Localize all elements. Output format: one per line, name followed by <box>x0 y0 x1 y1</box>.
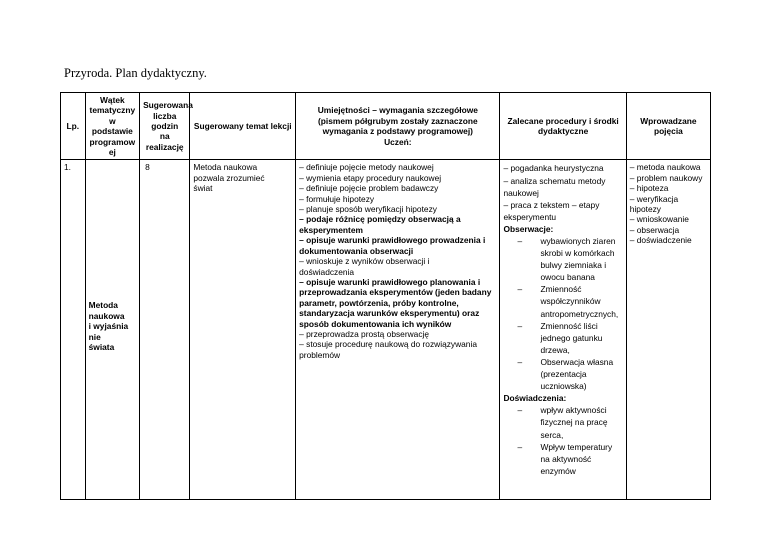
umiejetnosc-line: – opisuje warunki prawidłowego planowania i <box>299 276 481 287</box>
cell-lp: 1. <box>61 160 86 500</box>
obserwacja-item <box>503 271 622 283</box>
header-umiejetnosci <box>296 93 500 160</box>
list-item-text: (prezentacja <box>540 369 587 380</box>
watek-line: świata <box>88 342 115 353</box>
header-godziny <box>140 93 193 160</box>
umiejetnosc-line: doświadczenia <box>299 266 355 277</box>
header-pojecia-line: Wprowadzane <box>640 115 697 126</box>
header-watek-line: ej <box>108 147 116 158</box>
obserwacja-item <box>503 320 622 332</box>
list-item-text: współczynników <box>540 296 601 307</box>
umiejetnosc-line: – wymienia etapy procedury naukowej <box>299 172 442 183</box>
header-pojecia-line: pojęcia <box>653 126 683 137</box>
pojecie-item: – obserwacja <box>629 224 680 235</box>
header-watek-line: tematyczny <box>89 105 136 116</box>
header-pojecia <box>626 93 710 160</box>
list-item-text: Wpływ temperatury <box>540 441 613 452</box>
umiejetnosc-line: parametr, powtórzenia, próby kontrolne, <box>299 297 459 308</box>
procedura-line: naukowej <box>503 187 539 198</box>
obserwacja-item <box>503 247 622 259</box>
document-title: Przyroda. Plan dydaktyczny. <box>64 66 207 80</box>
list-item-text: antropometrycznych, <box>540 308 619 319</box>
umiejetnosc-line: eksperymentem <box>299 224 363 235</box>
header-godziny-line: na realizację <box>145 131 184 152</box>
list-item-text: owocu banana <box>540 272 595 283</box>
list-item-text: wybawionych ziaren <box>540 236 616 246</box>
umiejetnosc-line: – definiuje pojęcie problem badawczy <box>299 183 439 194</box>
header-watek-line: Wątek <box>100 95 125 105</box>
list-item-text: uczniowska) <box>540 381 587 392</box>
umiejetnosc-line: – definiuje pojęcie metody naukowej <box>299 162 434 173</box>
cell-umiejetnosci <box>296 160 500 500</box>
header-godziny-line: Sugerowana <box>143 100 193 111</box>
header-umiejetnosci-line: Uczeń: <box>384 136 412 147</box>
header-godziny-line: liczba godzin <box>151 110 179 132</box>
table-row <box>61 160 711 500</box>
header-umiejetnosci-line: (pismem półgrubym zostały zaznaczone <box>318 115 478 126</box>
doswiadczenie-item <box>503 453 622 465</box>
pojecie-item: – problem naukowy <box>629 172 703 183</box>
header-watek <box>85 93 139 160</box>
list-item-text: skrobi w komórkach <box>540 248 615 259</box>
doswiadczenie-item <box>503 441 622 453</box>
umiejetnosc-line: dokumentowania obserwacji <box>299 245 414 256</box>
pojecie-item: – weryfikacja <box>629 193 679 204</box>
umiejetnosc-line: sposób dokumentowania ich wyników <box>299 318 452 329</box>
header-procedury <box>500 93 626 160</box>
procedura-line: – pogadanka heurystyczna <box>503 163 604 174</box>
umiejetnosc-line: przeprowadzania eksperymentów (jeden badany <box>299 287 492 298</box>
list-item-text: drzewa, <box>540 344 570 355</box>
list-item-text: serca, <box>540 429 564 440</box>
list-dash: – <box>517 284 523 295</box>
watek-line: Metoda <box>88 300 118 311</box>
header-watek-line: w podstawie <box>91 115 133 137</box>
umiejetnosc-line: – wnioskuje z wyników obserwacji i <box>299 256 430 267</box>
list-dash: – <box>517 441 523 452</box>
pojecie-item: – wnioskowanie <box>629 214 689 225</box>
obserwacja-item <box>503 283 622 295</box>
pojecie-item: – hipoteza <box>629 183 669 194</box>
header-procedury-line: Zalecane procedury i środki <box>507 115 619 126</box>
cell-procedury <box>500 160 626 500</box>
list-item-text: na aktywność <box>540 453 592 464</box>
cell-pojecia <box>626 160 710 500</box>
header-procedury-line: dydaktyczne <box>537 126 589 137</box>
obserwacja-item <box>503 356 622 368</box>
list-item-text: bulwy ziemniaka i <box>540 260 607 271</box>
header-lp: Lp. <box>61 93 86 160</box>
umiejetnosc-line: problemów <box>299 349 341 360</box>
header-umiejetnosci-line: Umiejętności – wymagania szczegółowe <box>317 105 478 116</box>
list-dash: – <box>517 405 523 416</box>
list-dash: – <box>517 236 523 246</box>
doswiadczenie-item <box>503 404 622 416</box>
obserwacja-item <box>503 380 622 392</box>
obserwacja-item <box>503 332 622 344</box>
list-dash: – <box>517 356 523 367</box>
procedura-line: – analiza schematu metody <box>503 175 606 186</box>
header-umiejetnosci-line: wymagania z podstawy programowej) <box>322 126 473 137</box>
umiejetnosc-line: – formułuje hipotezy <box>299 193 375 204</box>
temat-line: Metoda naukowa <box>193 162 258 173</box>
obserwacje-label: Obserwacje: <box>503 223 554 234</box>
temat-line: świat <box>193 183 213 194</box>
list-item-text: jednego gatunku <box>540 332 603 343</box>
header-temat: Sugerowany temat lekcji <box>190 93 296 160</box>
watek-line: naukowa <box>88 310 125 321</box>
header-watek-line: programow <box>89 136 136 147</box>
cell-temat <box>190 160 296 500</box>
cell-watek <box>85 160 139 500</box>
umiejetnosc-line: – podaje różnicę pomiędzy obserwacją a <box>299 214 461 225</box>
obserwacja-item <box>503 295 622 307</box>
pojecie-item: – metoda naukowa <box>629 162 701 173</box>
umiejetnosc-line: – przeprowadza prostą obserwację <box>299 328 430 339</box>
list-item-text: wpływ aktywności <box>540 405 607 416</box>
umiejetnosc-line: – opisuje warunki prawidłowego prowadzenia i <box>299 235 486 246</box>
doswiadczenia-label: Doświadczenia: <box>503 393 567 404</box>
obserwacja-item <box>503 235 622 247</box>
list-item-text: Zmienność liści <box>540 320 598 331</box>
umiejetnosc-line: – stosuje procedurę naukową do rozwiązywania <box>299 339 477 350</box>
list-item-text: Obserwacja własna <box>540 356 614 367</box>
obserwacja-item <box>503 368 622 380</box>
umiejetnosc-line: standaryzacja warunków eksperymentu) oraz <box>299 308 480 319</box>
watek-line: i wyjaśnia <box>88 321 129 332</box>
obserwacja-item <box>503 344 622 356</box>
pojecie-item: hipotezy <box>629 204 661 215</box>
procedura-line: – praca z tekstem – etapy <box>503 199 600 210</box>
temat-line: pozwala zrozumieć <box>193 172 265 183</box>
pojecie-item: – doświadczenie <box>629 235 692 246</box>
procedura-line: eksperymentu <box>503 211 557 222</box>
list-item-text: fizycznej na pracę <box>540 417 608 428</box>
plan-table <box>60 92 711 500</box>
umiejetnosc-line: – planuje sposób weryfikacji hipotezy <box>299 204 437 215</box>
doswiadczenie-item <box>503 416 622 428</box>
list-item-text: enzymów <box>540 465 576 476</box>
list-dash: – <box>517 320 523 331</box>
obserwacja-item <box>503 259 622 271</box>
list-item-text: Zmienność <box>540 284 582 295</box>
doswiadczenie-item <box>503 465 622 477</box>
obserwacja-item <box>503 308 622 320</box>
doswiadczenie-item <box>503 429 622 441</box>
watek-line: nie <box>88 331 101 342</box>
cell-godziny: 8 <box>140 160 190 500</box>
header-row <box>61 93 711 160</box>
